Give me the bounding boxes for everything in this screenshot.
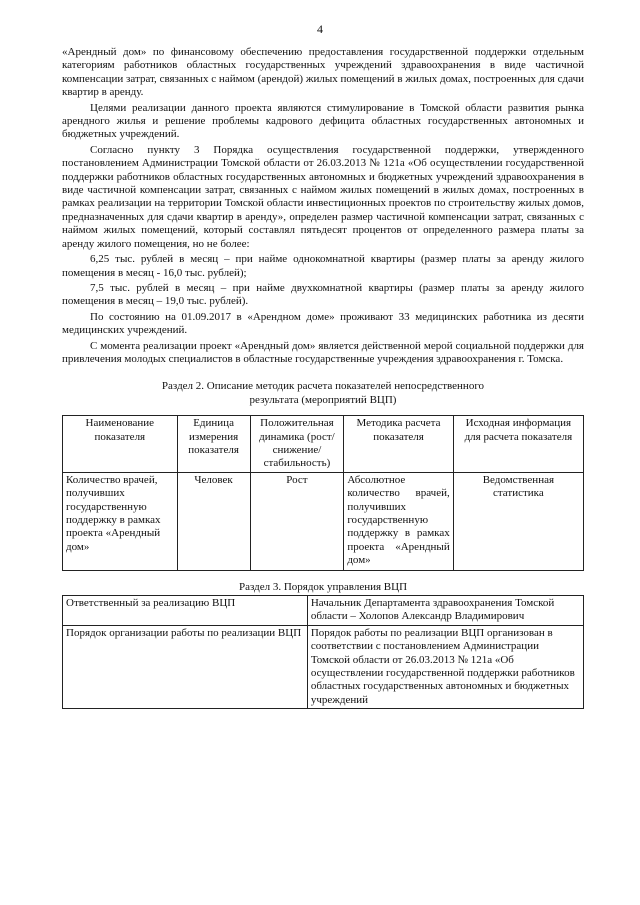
indicators-table: [62, 415, 584, 570]
cell-indicator-name: Количество врачей, получивших государственную поддержку в рамках проекта «Арендный дом»: [63, 472, 178, 570]
paragraph-3: Согласно пункту 3 Порядка осуществления государственной поддержки, утвержденного постановлением Администрации Томской области от 26.03.2013 № 121а «Об осуществлении государственной поддержки работников областных государственных автономных и бюджетных учреждений здравоохранения в виде частичной компенсации затрат, связанных с наймом жилых помещений в жилых домах, построенных в рамках реализации на территории Томской области инвестиционных проектов по строительству жилых домов, предназначенных для сдачи квартир в аренду», определен размер частичной компенсации затрат, связанных с наймом жилых помещений, который составлял пятьдесят процентов от определенного размера платы за аренду жилого помещения, но не более:: [62, 143, 584, 250]
cell-source: Ведомственная статистика: [453, 472, 583, 570]
table-header-row: [63, 416, 584, 473]
section-2-title: Раздел 2. Описание методик расчета показателей непосредственного результата (мероприятий ВЦП): [161, 380, 485, 406]
paragraph-4: 6,25 тыс. рублей в месяц – при найме однокомнатной квартиры (размер платы за аренду жилого помещения в месяц - 16,0 тыс. рублей);: [62, 253, 584, 279]
header-method: Методика расчета показателя: [344, 416, 453, 473]
header-dynamics: Положительная динамика (рост/снижение/ стабильность): [250, 416, 344, 473]
section-3-title: Раздел 3. Порядок управления ВЦП: [238, 580, 408, 593]
management-table: [62, 595, 584, 709]
cell-value: Начальник Департамента здравоохранения Томской области – Холопов Александр Владимирович: [307, 596, 583, 626]
table-row: [63, 625, 584, 708]
header-indicator-name: Наименование показателя: [63, 416, 178, 473]
header-source: Исходная информация для расчета показателя: [453, 416, 583, 473]
cell-label: Порядок организации работы по реализации ВЦП: [63, 625, 308, 708]
cell-label: Ответственный за реализацию ВЦП: [63, 596, 308, 626]
cell-value: Порядок работы по реализации ВЦП организован в соответствии с постановлением Администрации Томской области от 26.03.2013 № 121а «Об осуществлении государственной поддержки работников областных государственных автономных и бюджетных учреждений: [307, 625, 583, 708]
cell-method: Абсолютное количество врачей, получивших государственную поддержку в рамках проекта «Арендный дом»: [344, 472, 453, 570]
paragraph-7: С момента реализации проект «Арендный дом» является действенной мерой социальной поддержки для привлечения молодых специалистов в областные государственные учреждения здравоохранения г. Томска.: [62, 339, 584, 365]
header-unit: Единица измерения показателя: [177, 416, 250, 473]
page-number: 4: [317, 22, 323, 36]
table-row: [63, 472, 584, 570]
document-body: [62, 46, 584, 709]
paragraph-1: «Арендный дом» по финансовому обеспечению предоставления государственной поддержки отдельным категориям работников областных государственных учреждений здравоохранения в виде частичной компенсации затрат, связанных с наймом (арендой) жилых помещений в жилых домах, построенных для сдачи квартир в аренду.: [62, 46, 584, 99]
table-row: [63, 596, 584, 626]
paragraph-2: Целями реализации данного проекта являются стимулирование в Томской области развития рынка арендного жилья и решение проблемы кадрового дефицита областных государственных автономных и бюджетных учреждений.: [62, 101, 584, 141]
paragraph-6: По состоянию на 01.09.2017 в «Арендном доме» проживают 33 медицинских работника из десяти медицинских учреждений.: [62, 310, 584, 337]
cell-dynamics: Рост: [250, 472, 344, 570]
paragraph-5: 7,5 тыс. рублей в месяц – при найме двухкомнатной квартиры (размер платы за аренду жилого помещения в месяц – 19,0 тыс. рублей).: [62, 281, 584, 308]
cell-unit: Человек: [177, 472, 250, 570]
